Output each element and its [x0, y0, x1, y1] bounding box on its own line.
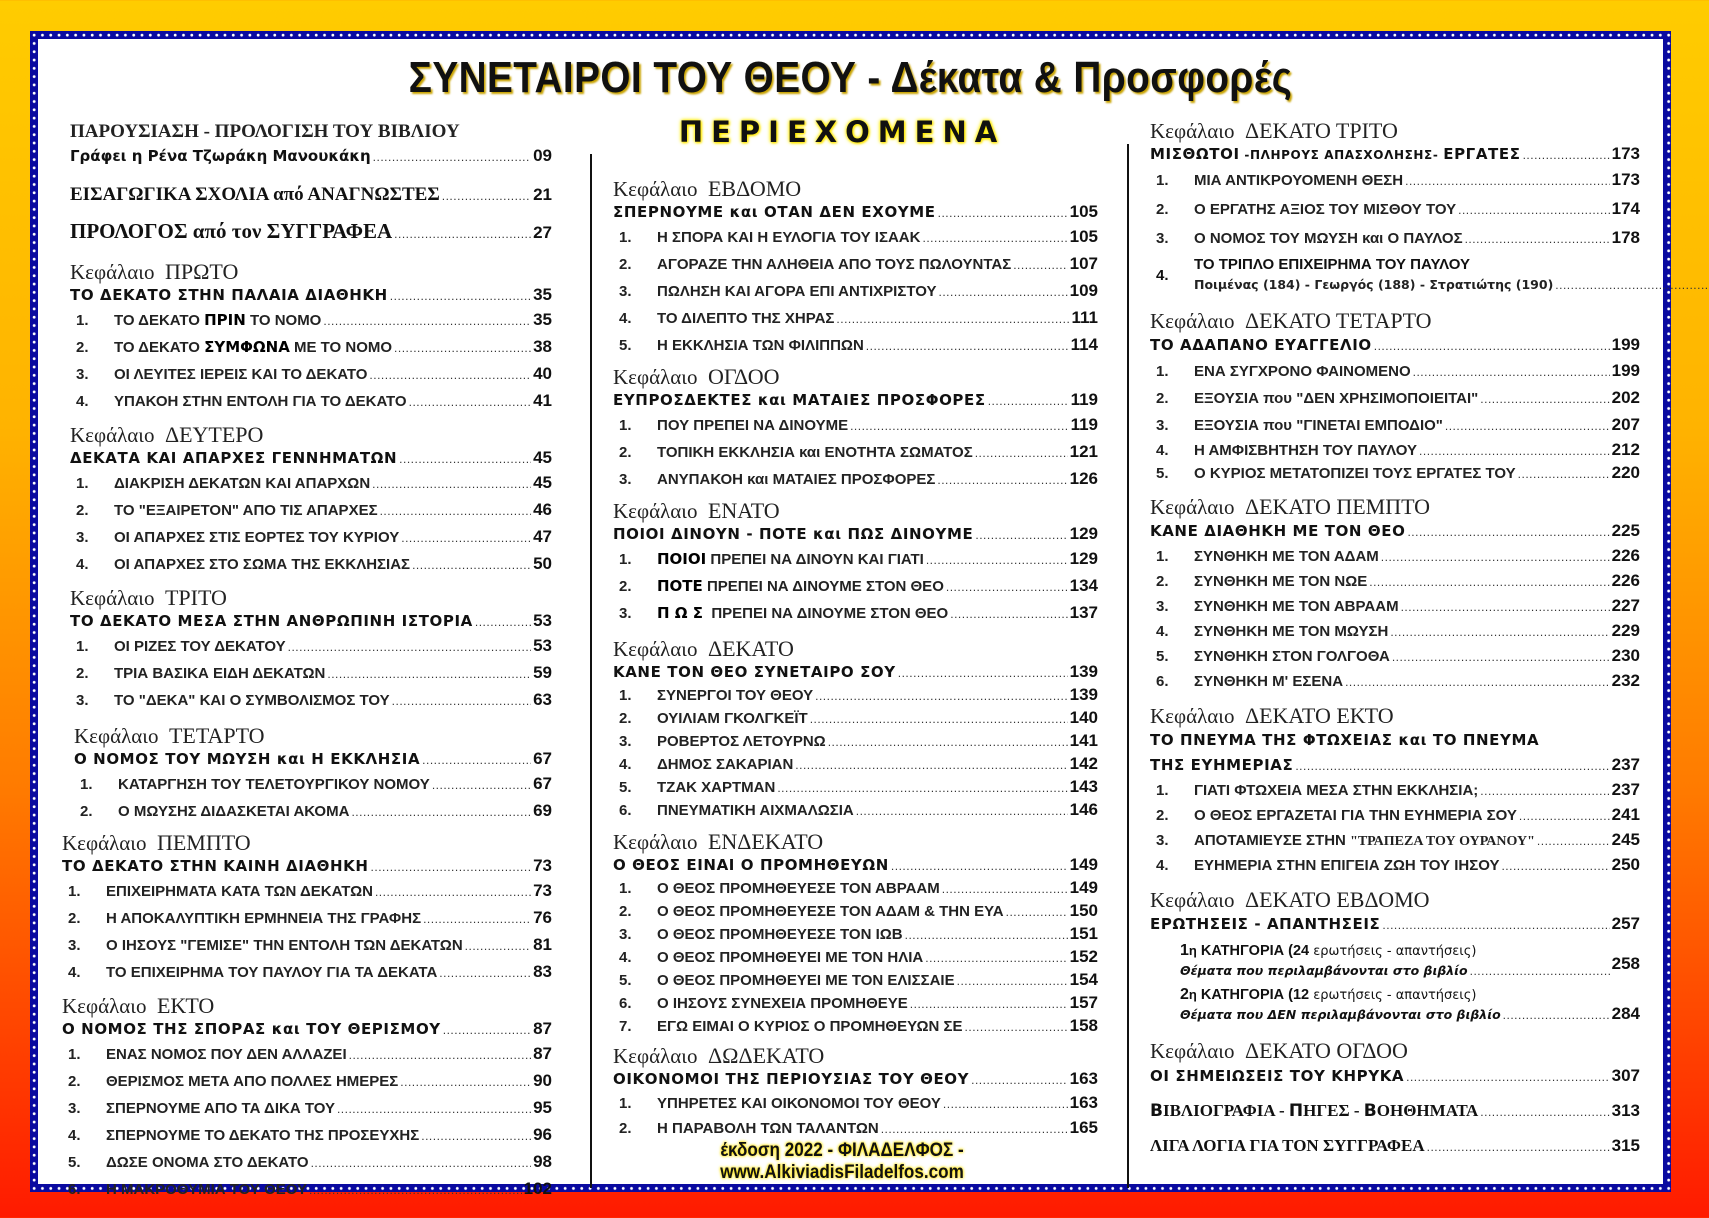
chapter-heading: Κεφάλαιο ΟΓΔΟΟ — [613, 364, 780, 389]
section-entry[interactable]: 1. ΟΙ ΡΙΖΕΣ ΤΟΥ ΔΕΚΑΤΟΥ ..... 53 — [70, 633, 552, 660]
chapter-5 — [62, 831, 552, 986]
contents-heading: ΠΕΡΙΕΧΟΜΕΝΑ — [678, 115, 1006, 149]
chapter-15 — [1150, 495, 1640, 694]
chapter-heading: Κεφάλαιο ΠΕΜΠΤΟ — [62, 830, 251, 855]
section-entry[interactable]: 2. ΑΓΟΡΑΖΕ ΤΗΝ ΑΛΗΘΕΙΑ ΑΠΟ ΤΟΥΣ ΠΩΛΟΥΝΤΑΣ ..... 107 — [613, 251, 1098, 278]
section-entry[interactable]: 3. ΕΞΟΥΣΙΑ που "ΓΙΝΕΤΑΙ ΕΜΠΟΔΙΟ" ..... 207 — [1150, 412, 1640, 439]
section-entry[interactable]: 4. ΤΟ ΤΡΙΠΛΟ ΕΠΙΧΕΙΡΗΜΑ ΤΟΥ ΠΑΥΛΟΥ Ποιμένας (184) - Γεωργός (188) - Στρατιώτης (190) ..... — [1150, 255, 1640, 295]
chapter-heading: Κεφάλαιο ΔΩΔΕΚΑΤΟ — [613, 1043, 825, 1068]
qa-category-2[interactable]: 2η ΚΑΤΗΓΟΡΙΑ (12 ερωτήσεις - απαντήσεις) Θέματα που ΔΕΝ περιλαμβάνονται στο βιβλίο ..... 284 — [1150, 983, 1640, 1025]
chapter-heading: Κεφάλαιο ΕΒΔΟΜΟ — [613, 176, 802, 201]
chapter-title-entry[interactable]: ΤΗΣ ΕΥΗΜΕΡΙΑΣ ..... 237 — [1150, 753, 1640, 778]
chapter-title-entry[interactable]: ΕΡΩΤΗΣΕΙΣ - ΑΠΑΝΤΗΣΕΙΣ ..... 257 — [1150, 912, 1640, 937]
chapter-title-entry[interactable]: ΤΟ ΔΕΚΑΤΟ ΣΤΗΝ ΚΑΙΝΗ ΔΙΑΘΗΚΗ ..... 73 — [62, 855, 552, 878]
section-entry[interactable]: 7. ΕΓΩ ΕΙΜΑΙ Ο ΚΥΡΙΟΣ Ο ΠΡΟΜΗΘΕΥΩΝ ΣΕ ..... 158 — [613, 1015, 1098, 1038]
chapter-13 — [1150, 119, 1640, 295]
section-entry[interactable]: 5. Η ΕΚΚΛΗΣΙΑ ΤΩΝ ΦΙΛΙΠΠΩΝ ..... 114 — [613, 332, 1098, 359]
section-entry[interactable]: 4. Ο ΘΕΟΣ ΠΡΟΜΗΘΕΥΕΙ ΜΕ ΤΟΝ ΗΛΙΑ ..... 152 — [613, 946, 1098, 969]
section-entry[interactable]: 4. ΟΙ ΑΠΑΡΧΕΣ ΣΤΟ ΣΩΜΑ ΤΗΣ ΕΚΚΛΗΣΙΑΣ ..... 50 — [70, 551, 552, 578]
chapter-heading: Κεφάλαιο ΔΕΚΑΤΟ ΕΚΤΟ — [1150, 703, 1394, 728]
chapter-heading: Κεφάλαιο ΕΝΑΤΟ — [613, 498, 780, 523]
section-entry[interactable]: 4. ΣΥΝΘΗΚΗ ΜΕ ΤΟΝ ΜΩΥΣΗ ..... 229 — [1150, 619, 1640, 644]
chapter-heading: Κεφάλαιο ΤΕΤΑΡΤΟ — [74, 723, 265, 748]
chapter-title-entry[interactable]: ΣΠΕΡΝΟΥΜΕ και ΟΤΑΝ ΔΕΝ ΕΧΟΥΜΕ ..... 105 — [613, 201, 1098, 224]
chapter-title-entry[interactable]: ΚΑΝΕ ΤΟΝ ΘΕΟ ΣΥΝΕΤΑΙΡΟ ΣΟΥ ..... 139 — [613, 661, 1098, 684]
chapter-11 — [613, 830, 1098, 1038]
section-entry[interactable]: 3. ΠΩΛΗΣΗ ΚΑΙ ΑΓΟΡΑ ΕΠΙ ΑΝΤΙΧΡΙΣΤΟΥ ..... 109 — [613, 278, 1098, 305]
section-entry[interactable]: 5. Ο ΘΕΟΣ ΠΡΟΜΗΘΕΥΕΙ ΜΕ ΤΟΝ ΕΛΙΣΣΑΙΕ ..... 154 — [613, 969, 1098, 992]
chapter-title-entry[interactable]: ΤΟ ΔΕΚΑΤΟ ΜΕΣΑ ΣΤΗΝ ΑΝΘΡΩΠΙΝΗ ΙΣΤΟΡΙΑ ..... 53 — [70, 610, 552, 633]
chapter-title-entry[interactable]: ΟΙ ΣΗΜΕΙΩΣΕΙΣ ΤΟΥ ΚΗΡΥΚΑ ..... 307 — [1150, 1063, 1640, 1090]
chapter-title-entry[interactable]: ΤΟ ΑΔΑΠΑΝΟ ΕΥΑΓΓΕΛΙΟ ..... 199 — [1150, 333, 1640, 358]
section-entry[interactable]: 4. ΣΠΕΡΝΟΥΜΕ ΤΟ ΔΕΚΑΤΟ ΤΗΣ ΠΡΟΣΕΥΧΗΣ ..... 96 — [62, 1122, 552, 1149]
section-entry[interactable]: 1. ΣΥΝΕΡΓΟΙ ΤΟΥ ΘΕΟΥ ..... 139 — [613, 684, 1098, 707]
section-entry[interactable]: 2. ΤΟΠΙΚΗ ΕΚΚΛΗΣΙΑ και ΕΝΟΤΗΤΑ ΣΩΜΑΤΟΣ ..... 121 — [613, 439, 1098, 466]
section-entry[interactable]: 1. ΤΟ ΔΕΚΑΤΟ ΠΡΙΝ ΤΟ ΝΟΜΟ ..... 35 — [70, 307, 552, 334]
section-entry[interactable]: 4. Η ΑΜΦΙΣΒΗΤΗΣΗ ΤΟΥ ΠΑΥΛΟΥ ..... 212 — [1150, 439, 1640, 462]
chapter-17 — [1150, 888, 1640, 1025]
section-entry[interactable]: 3. Π Ω Σ ΠΡΕΠΕΙ ΝΑ ΔΙΝΟΥΜΕ ΣΤΟΝ ΘΕΟ ..... 137 — [613, 600, 1098, 627]
section-entry[interactable]: 2. ΠΟΤΕ ΠΡΕΠΕΙ ΝΑ ΔΙΝΟΥΜΕ ΣΤΟΝ ΘΕΟ ..... 134 — [613, 573, 1098, 600]
section-entry[interactable]: 1. ΠΟΥ ΠΡΕΠΕΙ ΝΑ ΔΙΝΟΥΜΕ ..... 119 — [613, 412, 1098, 439]
chapter-heading: Κεφάλαιο ΕΝΔΕΚΑΤΟ — [613, 829, 824, 854]
chapter-title-entry[interactable]: ΕΥΠΡΟΣΔΕΚΤΕΣ και ΜΑΤΑΙΕΣ ΠΡΟΣΦΟΡΕΣ ..... 119 — [613, 389, 1098, 412]
chapter-9 — [613, 499, 1098, 627]
page-number: 21 — [533, 185, 552, 204]
toc-entry-presentation[interactable] — [62, 121, 552, 170]
chapter-heading: Κεφάλαιο ΔΕΚΑΤΟ — [613, 636, 794, 661]
section-entry[interactable]: 1. Ο ΘΕΟΣ ΠΡΟΜΗΘΕΥΕΣΕ ΤΟΝ ΑΒΡΑΑΜ ..... 149 — [613, 877, 1098, 900]
section-entry[interactable]: 3. Ο ΙΗΣΟΥΣ "ΓΕΜΙΣΕ" ΤΗΝ ΕΝΤΟΛΗ ΤΩΝ ΔΕΚΑΤΩΝ ..... 81 — [62, 932, 552, 959]
chapter-18 — [1150, 1039, 1640, 1090]
contents-column-left — [62, 121, 552, 1203]
leader-dots — [373, 144, 531, 170]
section-entry[interactable]: 1. ΕΠΙΧΕΙΡΗΜΑΤΑ ΚΑΤΑ ΤΩΝ ΔΕΚΑΤΩΝ ..... 73 — [62, 878, 552, 905]
section-entry[interactable]: 4. ΤΟ ΔΙΛΕΠΤΟ ΤΗΣ ΧΗΡΑΣ ..... 111 — [613, 305, 1098, 332]
chapter-6 — [62, 994, 552, 1203]
section-entry[interactable]: 1. ΠΟΙΟΙ ΠΡΕΠΕΙ ΝΑ ΔΙΝΟΥΝ ΚΑΙ ΓΙΑΤΙ ..... 129 — [613, 546, 1098, 573]
chapter-title-entry[interactable]: Ο ΝΟΜΟΣ ΤΗΣ ΣΠΟΡΑΣ και ΤΟΥ ΘΕΡΙΣΜΟΥ ..... 87 — [62, 1018, 552, 1041]
section-note: Ποιμένας (184) - Γεωργός (188) - Στρατιώτης (190) — [1194, 277, 1554, 292]
section-entry[interactable]: 3. ΟΙ ΛΕΥΙΤΕΣ ΙΕΡΕΙΣ ΚΑΙ ΤΟ ΔΕΚΑΤΟ ..... 40 — [70, 361, 552, 388]
section-entry[interactable]: 2. ΤΟ ΔΕΚΑΤΟ ΣΥΜΦΩΝΑ ΜΕ ΤΟ ΝΟΜΟ ..... 38 — [70, 334, 552, 361]
chapter-heading: Κεφάλαιο ΔΕΚΑΤΟ ΟΓΔΟΟ — [1150, 1038, 1408, 1063]
section-entry[interactable]: 2. Ο ΘΕΟΣ ΕΡΓΑΖΕΤΑΙ ΓΙΑ ΤΗΝ ΕΥΗΜΕΡΙΑ ΣΟΥ ..... 241 — [1150, 803, 1640, 828]
entry-title: ΕΙΣΑΓΩΓΙΚΑ ΣΧΟΛΙΑ από ΑΝΑΓΝΩΣΤΕΣ — [70, 184, 440, 205]
section-entry[interactable]: 2. ΣΥΝΘΗΚΗ ΜΕ ΤΟΝ ΝΩΕ ..... 226 — [1150, 569, 1640, 594]
toc-entry-intro-comments[interactable] — [62, 182, 552, 209]
chapter-2 — [62, 423, 552, 578]
section-entry[interactable]: 6. Ο ΙΗΣΟΥΣ ΣΥΝΕΧΕΙΑ ΠΡΟΜΗΘΕΥΕ ..... 157 — [613, 992, 1098, 1015]
chapter-title-entry[interactable]: ΜΙΣΘΩΤΟΙ -ΠΛΗΡΟΥΣ ΑΠΑΣΧΟΛΗΣΗΣ- ΕΡΓΑΤΕΣ ..... 173 — [1150, 143, 1640, 166]
section-entry[interactable]: 3. ΑΠΟΤΑΜΙΕΥΣΕ ΣΤΗΝ "ΤΡΑΠΕΖΑ ΤΟΥ ΟΥΡΑΝΟΥ" ..... 245 — [1150, 828, 1640, 853]
chapter-title-line1[interactable]: ΤΟ ΠΝΕΥΜΑ ΤΗΣ ΦΤΩΧΕΙΑΣ και ΤΟ ΠΝΕΥΜΑ — [1150, 731, 1540, 749]
section-entry[interactable]: 3. Ο ΝΟΜΟΣ ΤΟΥ ΜΩΥΣΗ και Ο ΠΑΥΛΟΣ ..... 178 — [1150, 224, 1640, 253]
section-entry[interactable]: 1. ΔΙΑΚΡΙΣΗ ΔΕΚΑΤΩΝ ΚΑΙ ΑΠΑΡΧΩΝ ..... 45 — [70, 470, 552, 497]
chapter-8 — [613, 365, 1098, 493]
qa-category-1[interactable]: 1η ΚΑΤΗΓΟΡΙΑ (24 ερωτήσεις - απαντήσεις) Θέματα που περιλαμβάνονται στο βιβλίο ..... 258 — [1150, 939, 1640, 981]
section-entry[interactable]: 3. Ο ΘΕΟΣ ΠΡΟΜΗΘΕΥΕΣΕ ΤΟΝ ΙΩΒ ..... 151 — [613, 923, 1098, 946]
section-entry[interactable]: 4. ΥΠΑΚΟΗ ΣΤΗΝ ΕΝΤΟΛΗ ΓΙΑ ΤΟ ΔΕΚΑΤΟ ..... 41 — [70, 388, 552, 415]
chapter-title-entry[interactable]: ΟΙΚΟΝΟΜΟΙ ΤΗΣ ΠΕΡΙΟΥΣΙΑΣ ΤΟΥ ΘΕΟΥ ..... 163 — [613, 1068, 1098, 1091]
section-entry[interactable]: 3. ΤΟ "ΔΕΚΑ" ΚΑΙ Ο ΣΥΜΒΟΛΙΣΜΟΣ ΤΟΥ ..... 63 — [70, 687, 552, 714]
section-entry[interactable]: 3. ΣΠΕΡΝΟΥΜΕ ΑΠΟ ΤΑ ΔΙΚΑ ΤΟΥ ..... 95 — [62, 1095, 552, 1122]
section-entry[interactable]: 3. ΡΟΒΕΡΤΟΣ ΛΕΤΟΥΡΝΩ ..... 141 — [613, 730, 1098, 753]
chapter-title-entry[interactable]: ΔΕΚΑΤΑ ΚΑΙ ΑΠΑΡΧΕΣ ΓΕΝΝΗΜΑΤΩΝ ..... 45 — [70, 447, 552, 470]
chapter-title-entry[interactable]: ΤΟ ΔΕΚΑΤΟ ΣΤΗΝ ΠΑΛΑΙΑ ΔΙΑΘΗΚΗ ..... 35 — [70, 284, 552, 307]
section-entry[interactable]: 5. ΤΖΑΚ ΧΑΡΤΜΑΝ ..... 143 — [613, 776, 1098, 799]
entry-title: ΠΡΟΛΟΓΟΣ από τον ΣΥΓΓΡΑΦΕΑ — [70, 219, 393, 243]
leader-dots — [442, 183, 531, 209]
toc-entry-about-author[interactable]: ΛΙΓΑ ΛΟΓΙΑ ΓΙΑ ΤΟΝ ΣΥΓΓΡΑΦΕΑ ..... 315 — [1150, 1131, 1640, 1162]
chapter-heading: Κεφάλαιο ΠΡΩΤΟ — [70, 259, 239, 284]
section-entry[interactable]: 2. ΟΥΙΛΙΑΜ ΓΚΟΛΓΚΕΪΤ ..... 140 — [613, 707, 1098, 730]
section-entry[interactable]: 2. ΤΡΙΑ ΒΑΣΙΚΑ ΕΙΔΗ ΔΕΚΑΤΩΝ ..... 59 — [70, 660, 552, 687]
section-entry[interactable]: 1. ΥΠΗΡΕΤΕΣ ΚΑΙ ΟΙΚΟΝΟΜΟΙ ΤΟΥ ΘΕΟΥ ..... 163 — [613, 1091, 1098, 1116]
chapter-14 — [1150, 309, 1640, 485]
chapter-heading: Κεφάλαιο ΔΕΚΑΤΟ ΠΕΜΠΤΟ — [1150, 494, 1431, 519]
section-entry[interactable]: 4. ΕΥΗΜΕΡΙΑ ΣΤΗΝ ΕΠΙΓΕΙΑ ΖΩΗ ΤΟΥ ΙΗΣΟΥ ..... 250 — [1150, 853, 1640, 878]
contents-page — [38, 39, 1663, 1198]
section-entry[interactable]: 2. Ο ΘΕΟΣ ΠΡΟΜΗΘΕΥΕΣΕ ΤΟΝ ΑΔΑΜ & ΤΗΝ ΕΥΑ ..... 150 — [613, 900, 1098, 923]
chapter-16 — [1150, 704, 1640, 878]
section-entry[interactable]: 2. Ο ΜΩΥΣΗΣ ΔΙΔΑΣΚΕΤΑΙ ΑΚΟΜΑ ..... 69 — [74, 798, 552, 825]
chapter-heading: Κεφάλαιο ΔΕΚΑΤΟ ΤΕΤΑΡΤΟ — [1150, 308, 1432, 333]
section-entry[interactable]: 2. ΕΞΟΥΣΙΑ που "ΔΕΝ ΧΡΗΣΙΜΟΠΟΙΕΙΤΑΙ" ..... 202 — [1150, 385, 1640, 412]
chapter-title-entry[interactable]: ΚΑΝΕ ΔΙΑΘΗΚΗ ΜΕ ΤΟΝ ΘΕΟ ..... 225 — [1150, 519, 1640, 544]
section-entry[interactable]: 3. ΣΥΝΘΗΚΗ ΜΕ ΤΟΝ ΑΒΡΑΑΜ ..... 227 — [1150, 594, 1640, 619]
page-number: 09 — [533, 146, 552, 165]
edition-footer: έκδοση 2022 - ΦΙΛΑΔΕΛΦΟΣ - www.AlkiviadisFiladelfos.com — [720, 1140, 964, 1183]
section-entry[interactable]: 2. ΤΟ "ΕΞΑΙΡΕΤΟΝ" ΑΠΟ ΤΙΣ ΑΠΑΡΧΕΣ ..... 46 — [70, 497, 552, 524]
book-title: ΣΥΝΕΤΑΙΡΟΙ ΤΟΥ ΘΕΟΥ - Δέκατα & Προσφορές — [408, 53, 1293, 102]
section-entry[interactable]: 1. ΕΝΑ ΣΥΓΧΡΟΝΟ ΦΑΙΝΟΜΕΝΟ ..... 199 — [1150, 358, 1640, 385]
chapter-10 — [613, 637, 1098, 822]
section-entry[interactable]: 1. ΚΑΤΑΡΓΗΣΗ ΤΟΥ ΤΕΛΕΤΟΥΡΓΙΚΟΥ ΝΟΜΟΥ ..... 67 — [74, 771, 552, 798]
column-divider-right — [1127, 144, 1129, 1188]
leader-dots — [390, 285, 531, 307]
chapter-title-entry[interactable]: Ο ΝΟΜΟΣ ΤΟΥ ΜΩΥΣΗ και Η ΕΚΚΛΗΣΙΑ ..... 67 — [74, 748, 552, 771]
contents-column-middle — [613, 177, 1098, 1141]
section-entry[interactable]: 3. ΑΝΥΠΑΚΟΗ και ΜΑΤΑΙΕΣ ΠΡΟΣΦΟΡΕΣ ..... 126 — [613, 466, 1098, 493]
page-number: 27 — [533, 223, 552, 242]
section-entry[interactable]: 2. Ο ΕΡΓΑΤΗΣ ΑΞΙΟΣ ΤΟΥ ΜΙΣΘΟΥ ΤΟΥ ..... 174 — [1150, 195, 1640, 224]
toc-entry-bibliography[interactable]: ΒΙΒΛΙΟΓΡΑΦΙΑ - ΠΗΓΕΣ - ΒΟΗΘΗΜΑΤΑ ..... 313 — [1150, 1096, 1640, 1127]
section-entry[interactable]: 6. ΠΝΕΥΜΑΤΙΚΗ ΑΙΧΜΑΛΩΣΙΑ ..... 146 — [613, 799, 1098, 822]
chapter-3 — [62, 586, 552, 714]
section-entry[interactable]: 4. ΤΟ ΕΠΙΧΕΙΡΗΜΑ ΤΟΥ ΠΑΥΛΟΥ ΓΙΑ ΤΑ ΔΕΚΑΤΑ ..... 83 — [62, 959, 552, 986]
contents-column-right — [1150, 119, 1640, 1162]
chapter-12 — [613, 1044, 1098, 1141]
section-entry[interactable]: 4. ΔΗΜΟΣ ΣΑΚΑΡΙΑΝ ..... 142 — [613, 753, 1098, 776]
chapter-heading: Κεφάλαιο ΔΕΚΑΤΟ ΤΡΙΤΟ — [1150, 118, 1398, 143]
entry-author-line: Γράφει η Ρένα Τζωράκη Μανουκάκη — [70, 147, 371, 165]
toc-entry-prologue[interactable] — [62, 217, 552, 248]
chapter-heading: Κεφάλαιο ΕΚΤΟ — [62, 993, 215, 1018]
chapter-heading: Κεφάλαιο ΔΕΚΑΤΟ ΕΒΔΟΜΟ — [1150, 887, 1430, 912]
chapter-title-entry[interactable]: ΠΟΙΟΙ ΔΙΝΟΥΝ - ΠΟΤΕ και ΠΩΣ ΔΙΝΟΥΜΕ ..... 129 — [613, 523, 1098, 546]
section-entry[interactable]: 2. Η ΑΠΟΚΑΛΥΠΤΙΚΗ ΕΡΜΗΝΕΙΑ ΤΗΣ ΓΡΑΦΗΣ ..... 76 — [62, 905, 552, 932]
chapter-4 — [62, 724, 552, 825]
leader-dots — [394, 220, 531, 248]
section-entry[interactable]: 5. Ο ΚΥΡΙΟΣ ΜΕΤΑΤΟΠΙΖΕΙ ΤΟΥΣ ΕΡΓΑΤΕΣ ΤΟΥ ..... 220 — [1150, 462, 1640, 485]
section-entry[interactable]: 5. ΣΥΝΘΗΚΗ ΣΤΟΝ ΓΟΛΓΟΘΑ ..... 230 — [1150, 644, 1640, 669]
chapter-title-entry[interactable]: Ο ΘΕΟΣ ΕΙΝΑΙ Ο ΠΡΟΜΗΘΕΥΩΝ ..... 149 — [613, 854, 1098, 877]
section-entry[interactable]: 1. ΕΝΑΣ ΝΟΜΟΣ ΠΟΥ ΔΕΝ ΑΛΛΑΖΕΙ ..... 87 — [62, 1041, 552, 1068]
section-entry[interactable]: 6. ΣΥΝΘΗΚΗ Μ' ΕΣΕΝΑ ..... 232 — [1150, 669, 1640, 694]
chapter-heading: Κεφάλαιο ΤΡΙΤΟ — [70, 585, 227, 610]
section-entry[interactable]: 6. Η ΜΑΚΡΟΘΥΜΙΑ ΤΟΥ ΘΕΟΥ ..... 102 — [62, 1176, 552, 1203]
section-entry[interactable]: 5. ΔΩΣΕ ΟΝΟΜΑ ΣΤΟ ΔΕΚΑΤΟ ..... 98 — [62, 1149, 552, 1176]
chapter-7 — [613, 177, 1098, 359]
section-entry[interactable]: 3. ΟΙ ΑΠΑΡΧΕΣ ΣΤΙΣ ΕΟΡΤΕΣ ΤΟΥ ΚΥΡΙΟΥ ..... 47 — [70, 524, 552, 551]
section-entry[interactable]: 2. ΘΕΡΙΣΜΟΣ ΜΕΤΑ ΑΠΟ ΠΟΛΛΕΣ ΗΜΕΡΕΣ ..... 90 — [62, 1068, 552, 1095]
section-entry[interactable]: 1. ΣΥΝΘΗΚΗ ΜΕ ΤΟΝ ΑΔΑΜ ..... 226 — [1150, 544, 1640, 569]
section-entry[interactable]: 1. Η ΣΠΟΡΑ ΚΑΙ Η ΕΥΛΟΓΙΑ ΤΟΥ ΙΣΑΑΚ ..... 105 — [613, 224, 1098, 251]
section-entry[interactable]: 1. ΓΙΑΤΙ ΦΤΩΧΕΙΑ ΜΕΣΑ ΣΤΗΝ ΕΚΚΛΗΣΙΑ; ..... 237 — [1150, 778, 1640, 803]
decorative-border — [30, 31, 1671, 1198]
chapter-heading: Κεφάλαιο ΔΕΥΤΕΡΟ — [70, 422, 264, 447]
chapter-1 — [62, 260, 552, 415]
column-divider-left — [590, 154, 592, 1188]
entry-title: ΠΑΡΟΥΣΙΑΣΗ - ΠΡΟΛΟΓΙΣΗ ΤΟΥ ΒΙΒΛΙΟΥ — [70, 121, 460, 142]
section-entry[interactable]: 1. ΜΙΑ ΑΝΤΙΚΡΟΥΟΜΕΝΗ ΘΕΣΗ ..... 173 — [1150, 166, 1640, 195]
section-entry[interactable]: 2. Η ΠΑΡΑΒΟΛΗ ΤΩΝ ΤΑΛΑΝΤΩΝ ..... 165 — [613, 1116, 1098, 1141]
